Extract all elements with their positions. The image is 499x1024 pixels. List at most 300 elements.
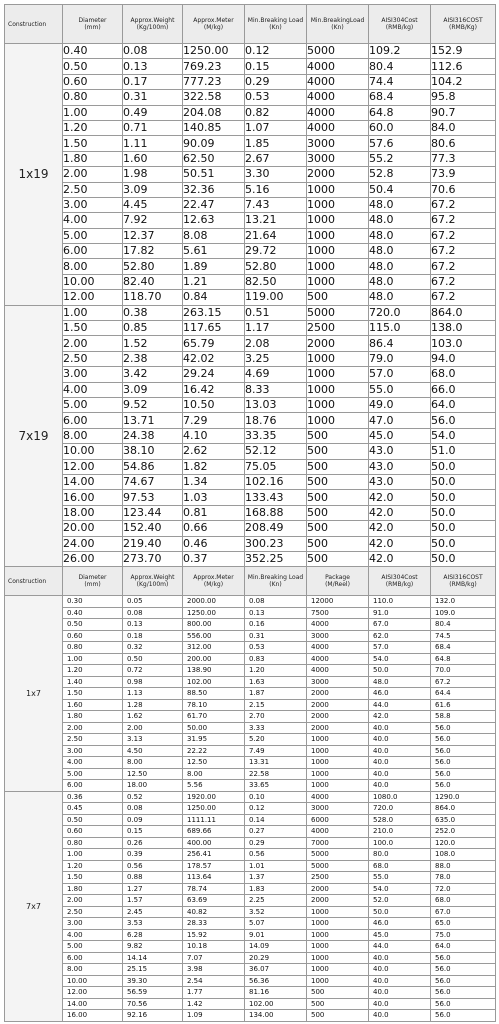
table-cell: 1290.0 [431, 791, 496, 803]
table-cell: 0.82 [245, 105, 307, 120]
table-cell: 0.27 [245, 826, 307, 838]
table-cell: 0.13 [245, 607, 307, 619]
table-cell: 4000 [307, 642, 369, 654]
table-cell: 13.71 [123, 413, 183, 428]
table-cell: 68.4 [431, 642, 496, 654]
table-cell: 12.50 [183, 757, 245, 769]
table-cell: 56.0 [431, 734, 496, 746]
table-cell: 5000 [307, 44, 369, 59]
table-cell: 12.37 [123, 228, 183, 243]
table-cell: 1000 [307, 259, 369, 274]
table-cell: 67.2 [431, 274, 496, 289]
table-cell: 56.0 [431, 768, 496, 780]
table-cell: 6.00 [63, 780, 123, 792]
table-cell: 81.16 [245, 987, 307, 999]
table-cell: 1.20 [245, 665, 307, 677]
table-cell: 40.0 [369, 745, 431, 757]
table-cell: 8.00 [123, 757, 183, 769]
table-cell: 40.0 [369, 722, 431, 734]
table-cell: 4000 [307, 74, 369, 89]
table-cell: 67.0 [369, 619, 431, 631]
table-cell: 67.2 [431, 259, 496, 274]
column-header [63, 567, 123, 596]
table-cell: 1000 [307, 745, 369, 757]
table-cell: 40.0 [369, 780, 431, 792]
table-cell: 3000 [307, 630, 369, 642]
table-cell: 48.0 [369, 676, 431, 688]
table-cell: 0.50 [63, 814, 123, 826]
table-cell: 31.95 [183, 734, 245, 746]
column-header-label: Approx.Weight [130, 17, 175, 24]
table-cell: 500 [307, 521, 369, 536]
table-cell: 0.49 [123, 105, 183, 120]
table-cell: 1.89 [183, 259, 245, 274]
table-row [5, 791, 496, 803]
table-row [5, 136, 496, 151]
table-cell: 54.0 [431, 428, 496, 443]
column-header-label: Diameter [78, 574, 107, 581]
table-cell: 5.00 [63, 228, 123, 243]
table-cell: 864.0 [431, 803, 496, 815]
table-row [5, 321, 496, 336]
table-cell: 56.0 [431, 780, 496, 792]
table-cell: 25.15 [123, 964, 183, 976]
table-cell: 1.50 [63, 321, 123, 336]
table-cell: 90.09 [183, 136, 245, 151]
table-cell: 48.0 [369, 290, 431, 305]
table-cell: 312.00 [183, 642, 245, 654]
table-cell: 67.2 [431, 213, 496, 228]
column-header-unit: (RMB/Kg) [449, 24, 477, 31]
table-cell: 24.38 [123, 428, 183, 443]
table-cell: 14.00 [63, 474, 123, 489]
table-cell: 40.0 [369, 998, 431, 1010]
table-cell: 1.40 [63, 676, 123, 688]
table-cell: 0.50 [63, 619, 123, 631]
table-cell: 70.6 [431, 182, 496, 197]
table-row [5, 120, 496, 135]
table-cell: 1000 [307, 382, 369, 397]
column-header [245, 567, 307, 596]
table-cell: 4.69 [245, 367, 307, 382]
table-cell: 4000 [307, 59, 369, 74]
table-cell: 82.50 [245, 274, 307, 289]
table-cell: 50.0 [431, 505, 496, 520]
table-cell: 1111.11 [183, 814, 245, 826]
table-row [5, 941, 496, 953]
table-row [5, 653, 496, 665]
table-cell: 88.50 [183, 688, 245, 700]
table-cell: 104.2 [431, 74, 496, 89]
table-cell: 50.0 [431, 536, 496, 551]
table-cell: 1.83 [245, 883, 307, 895]
table-cell: 110.0 [369, 596, 431, 608]
table-cell: 50.00 [183, 722, 245, 734]
table-cell: 91.0 [369, 607, 431, 619]
table-cell: 720.0 [369, 305, 431, 320]
table-cell: 67.2 [431, 290, 496, 305]
table-cell: 500 [307, 536, 369, 551]
table-cell: 1000 [307, 734, 369, 746]
table-row [5, 711, 496, 723]
table-cell: 12.00 [63, 459, 123, 474]
table-cell: 2500 [307, 872, 369, 884]
table-cell: 0.13 [123, 619, 183, 631]
table-cell: 0.80 [63, 837, 123, 849]
table-cell: 48.0 [369, 213, 431, 228]
table-cell: 635.0 [431, 814, 496, 826]
table-cell: 13.21 [245, 213, 307, 228]
table-cell: 138.0 [431, 321, 496, 336]
table-cell: 0.08 [245, 596, 307, 608]
table-row [5, 351, 496, 366]
table-cell: 33.35 [245, 428, 307, 443]
table-cell: 57.6 [369, 136, 431, 151]
table-row [5, 213, 496, 228]
table-row [5, 849, 496, 861]
table-cell: 0.13 [123, 59, 183, 74]
table-cell: 64.8 [431, 653, 496, 665]
table-cell: 0.88 [123, 872, 183, 884]
table-cell: 0.60 [63, 74, 123, 89]
table-cell: 14.00 [63, 998, 123, 1010]
table-cell: 178.57 [183, 860, 245, 872]
table-cell: 0.84 [183, 290, 245, 305]
column-header [123, 5, 183, 44]
table-cell: 40.0 [369, 757, 431, 769]
construction-label: 1x19 [5, 44, 63, 306]
column-header-unit: (M/kg) [203, 581, 224, 588]
table-cell: 52.80 [245, 259, 307, 274]
table-cell: 769.23 [183, 59, 245, 74]
column-header-unit: (Kn) [269, 581, 282, 588]
column-header [245, 5, 307, 44]
table-cell: 1.80 [63, 711, 123, 723]
table-cell: 10.00 [63, 975, 123, 987]
column-header-label: AISI304Cost [381, 574, 418, 581]
table-cell: 1000 [307, 413, 369, 428]
table-cell: 42.0 [369, 536, 431, 551]
table-cell: 1000 [307, 964, 369, 976]
table-cell: 0.15 [123, 826, 183, 838]
table-cell: 0.81 [183, 505, 245, 520]
table-cell: 38.10 [123, 444, 183, 459]
spec-table-top [4, 4, 496, 567]
table-cell: 2.45 [123, 906, 183, 918]
table-cell: 40.0 [369, 975, 431, 987]
table-cell: 1.03 [183, 490, 245, 505]
table-cell: 1.34 [183, 474, 245, 489]
table-row [5, 474, 496, 489]
column-header-unit: (M/kg) [203, 24, 224, 31]
table-row [5, 428, 496, 443]
table-cell: 2.62 [183, 444, 245, 459]
table-row [5, 167, 496, 182]
table-cell: 864.0 [431, 305, 496, 320]
table-cell: 5.00 [63, 768, 123, 780]
table-cell: 0.60 [63, 826, 123, 838]
table-cell: 1.37 [245, 872, 307, 884]
table-cell: 0.38 [123, 305, 183, 320]
table-cell: 1.85 [245, 136, 307, 151]
table-row [5, 228, 496, 243]
table-cell: 22.58 [245, 768, 307, 780]
table-cell: 92.16 [123, 1010, 183, 1022]
table-cell: 4.00 [63, 213, 123, 228]
table-cell: 78.74 [183, 883, 245, 895]
table-row [5, 918, 496, 930]
table-cell: 689.66 [183, 826, 245, 838]
table-cell: 0.30 [63, 596, 123, 608]
table-cell: 500 [307, 474, 369, 489]
table-cell: 168.88 [245, 505, 307, 520]
column-header-label: AISI316COST [443, 17, 483, 24]
table-cell: 42.0 [369, 711, 431, 723]
table-cell: 8.00 [63, 428, 123, 443]
table-cell: 48.0 [369, 274, 431, 289]
table-cell: 400.00 [183, 837, 245, 849]
table-cell: 2.38 [123, 351, 183, 366]
table-cell: 1.57 [123, 895, 183, 907]
table-row [5, 382, 496, 397]
table-cell: 0.85 [123, 321, 183, 336]
spec-table-bottom [4, 566, 496, 1022]
table-row [5, 290, 496, 305]
table-cell: 14.14 [123, 952, 183, 964]
table-cell: 2.08 [245, 336, 307, 351]
table-cell: 0.53 [245, 90, 307, 105]
table-cell: 4000 [307, 826, 369, 838]
table-cell: 8.00 [63, 259, 123, 274]
table-cell: 74.5 [431, 630, 496, 642]
table-cell: 3.00 [63, 745, 123, 757]
table-cell: 80.6 [431, 136, 496, 151]
table-cell: 4.00 [63, 929, 123, 941]
column-header [307, 567, 369, 596]
table-cell: 5000 [307, 849, 369, 861]
table-cell: 56.59 [123, 987, 183, 999]
table-cell: 133.43 [245, 490, 307, 505]
column-header [431, 567, 496, 596]
table-cell: 500 [307, 1010, 369, 1022]
table-cell: 40.0 [369, 964, 431, 976]
table-cell: 18.00 [123, 780, 183, 792]
table-cell: 3.25 [245, 351, 307, 366]
table-cell: 64.8 [369, 105, 431, 120]
table-cell: 50.0 [431, 551, 496, 566]
column-header-label: Construction [8, 577, 47, 585]
table-cell: 56.0 [431, 987, 496, 999]
table-cell: 1.50 [63, 136, 123, 151]
table-cell: 0.39 [123, 849, 183, 861]
table-cell: 252.0 [431, 826, 496, 838]
column-header-unit: (Kn) [331, 24, 344, 31]
table-cell: 1.60 [63, 699, 123, 711]
table-cell: 50.0 [431, 474, 496, 489]
table-cell: 0.56 [245, 849, 307, 861]
table-row [5, 837, 496, 849]
table-cell: 42.0 [369, 521, 431, 536]
table-cell: 3000 [307, 676, 369, 688]
table-row [5, 182, 496, 197]
table-cell: 9.01 [245, 929, 307, 941]
table-cell: 45.0 [369, 428, 431, 443]
table-row [5, 722, 496, 734]
column-header-label: AISI304Cost [381, 17, 418, 24]
table-row [5, 964, 496, 976]
column-header [431, 5, 496, 44]
table-cell: 48.0 [369, 228, 431, 243]
table-cell: 0.50 [123, 653, 183, 665]
table-row [5, 105, 496, 120]
table-cell: 65.0 [431, 918, 496, 930]
table-cell: 0.29 [245, 837, 307, 849]
table-cell: 56.0 [431, 975, 496, 987]
table-cell: 102.00 [245, 998, 307, 1010]
table-cell: 56.0 [431, 1010, 496, 1022]
table-cell: 1920.00 [183, 791, 245, 803]
table-cell: 55.2 [369, 151, 431, 166]
table-cell: 500 [307, 459, 369, 474]
table-cell: 46.0 [369, 918, 431, 930]
table-cell: 1000 [307, 367, 369, 382]
table-cell: 50.0 [369, 906, 431, 918]
table-row [5, 607, 496, 619]
table-cell: 8.00 [63, 964, 123, 976]
table-cell: 70.0 [431, 665, 496, 677]
construction-label: 7x7 [5, 791, 63, 1021]
table-row [5, 688, 496, 700]
table-cell: 1.27 [123, 883, 183, 895]
table-cell: 40.0 [369, 1010, 431, 1022]
table-cell: 109.0 [431, 607, 496, 619]
column-header [183, 5, 245, 44]
table-cell: 1.87 [245, 688, 307, 700]
table-cell: 2.00 [63, 895, 123, 907]
table-cell: 500 [307, 505, 369, 520]
table-cell: 1000 [307, 197, 369, 212]
table-cell: 0.15 [245, 59, 307, 74]
table-cell: 94.0 [431, 351, 496, 366]
table-cell: 52.0 [369, 895, 431, 907]
table-cell: 56.0 [431, 413, 496, 428]
table-cell: 5.16 [245, 182, 307, 197]
column-header-label: Package [325, 574, 350, 581]
table-cell: 2500 [307, 321, 369, 336]
table-cell: 500 [307, 998, 369, 1010]
table-cell: 40.0 [369, 734, 431, 746]
column-header [5, 567, 63, 596]
column-header [123, 567, 183, 596]
table-cell: 0.16 [245, 619, 307, 631]
table-cell: 97.53 [123, 490, 183, 505]
table-cell: 0.40 [63, 607, 123, 619]
table-cell: 67.2 [431, 676, 496, 688]
table-cell: 0.17 [123, 74, 183, 89]
table-cell: 1.11 [123, 136, 183, 151]
table-cell: 51.0 [431, 444, 496, 459]
table-cell: 0.36 [63, 791, 123, 803]
table-cell: 6.00 [63, 244, 123, 259]
column-header-label: Approx.Meter [193, 17, 234, 24]
table-cell: 1.07 [245, 120, 307, 135]
table-cell: 2000 [307, 699, 369, 711]
table-cell: 12.00 [63, 290, 123, 305]
table-cell: 67.2 [431, 244, 496, 259]
column-header-label: Approx.Meter [193, 574, 234, 581]
table-cell: 44.0 [369, 699, 431, 711]
table-cell: 132.0 [431, 596, 496, 608]
table-cell: 208.49 [245, 521, 307, 536]
table-cell: 2.15 [245, 699, 307, 711]
table-cell: 10.00 [63, 444, 123, 459]
table-cell: 500 [307, 428, 369, 443]
table-cell: 500 [307, 490, 369, 505]
table-cell: 0.14 [245, 814, 307, 826]
table-cell: 47.0 [369, 413, 431, 428]
table-cell: 42.0 [369, 490, 431, 505]
table-cell: 322.58 [183, 90, 245, 105]
column-header [5, 5, 63, 44]
table-cell: 1.00 [63, 105, 123, 120]
table-cell: 1.09 [183, 1010, 245, 1022]
table-cell: 40.0 [369, 987, 431, 999]
table-cell: 108.0 [431, 849, 496, 861]
table-cell: 1000 [307, 351, 369, 366]
table-cell: 1.98 [123, 167, 183, 182]
table-cell: 43.0 [369, 459, 431, 474]
table-cell: 1.82 [183, 459, 245, 474]
table-cell: 0.12 [245, 803, 307, 815]
column-header-label: Diameter [78, 17, 107, 24]
table-cell: 84.0 [431, 120, 496, 135]
table-row [5, 505, 496, 520]
column-header-label: Min.Breaking Load [247, 574, 304, 581]
table-row [5, 699, 496, 711]
table-cell: 74.67 [123, 474, 183, 489]
table-cell: 1.80 [63, 151, 123, 166]
table-cell: 39.30 [123, 975, 183, 987]
table-cell: 1.60 [123, 151, 183, 166]
table-row [5, 803, 496, 815]
table-cell: 2000 [307, 688, 369, 700]
table-cell: 61.6 [431, 699, 496, 711]
table-cell: 52.8 [369, 167, 431, 182]
table-cell: 200.00 [183, 653, 245, 665]
table-cell: 1.13 [123, 688, 183, 700]
table-row [5, 536, 496, 551]
table-cell: 3.53 [123, 918, 183, 930]
table-cell: 263.15 [183, 305, 245, 320]
table-cell: 210.0 [369, 826, 431, 838]
table-row [5, 596, 496, 608]
table-cell: 62.50 [183, 151, 245, 166]
table-cell: 1000 [307, 929, 369, 941]
table-cell: 1000 [307, 274, 369, 289]
column-header-label: Approx.Weight [130, 574, 175, 581]
table-cell: 1080.0 [369, 791, 431, 803]
table-cell: 4.50 [123, 745, 183, 757]
column-header-label: Construction [8, 20, 47, 28]
table-cell: 1.01 [245, 860, 307, 872]
table-cell: 16.00 [63, 1010, 123, 1022]
table-cell: 56.0 [431, 964, 496, 976]
table-cell: 1000 [307, 757, 369, 769]
table-cell: 68.0 [431, 367, 496, 382]
table-cell: 5.61 [183, 244, 245, 259]
table-cell: 7.29 [183, 413, 245, 428]
table-row [5, 814, 496, 826]
